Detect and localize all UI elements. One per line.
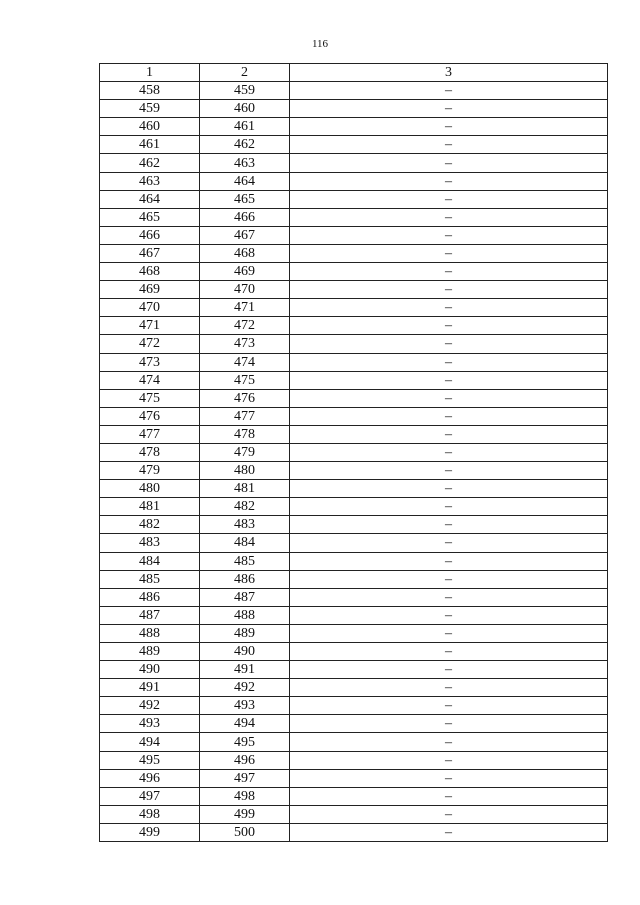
table-row — [100, 516, 608, 534]
data-table — [99, 63, 608, 842]
table-cell-col-1: 473 — [100, 353, 200, 371]
table-cell-col-1: 461 — [100, 136, 200, 154]
table-cell-col-2: 464 — [200, 172, 290, 190]
table-row — [100, 263, 608, 281]
table-row — [100, 552, 608, 570]
table-cell-col-1: 487 — [100, 606, 200, 624]
table-cell-col-2: 499 — [200, 805, 290, 823]
table-cell-col-1: 490 — [100, 661, 200, 679]
table-cell-col-3: – — [290, 661, 608, 679]
table-cell-col-1: 470 — [100, 299, 200, 317]
table-cell-col-1: 478 — [100, 443, 200, 461]
table-cell-col-1: 477 — [100, 425, 200, 443]
table-row — [100, 226, 608, 244]
table-row — [100, 570, 608, 588]
table-cell-col-1: 460 — [100, 118, 200, 136]
table-cell-col-2: 484 — [200, 534, 290, 552]
table-cell-col-2: 471 — [200, 299, 290, 317]
table-cell-col-1: 486 — [100, 588, 200, 606]
table-cell-col-2: 478 — [200, 425, 290, 443]
table-cell-col-3: – — [290, 679, 608, 697]
table-cell-col-3: – — [290, 805, 608, 823]
table-cell-col-2: 482 — [200, 498, 290, 516]
table-cell-col-2: 498 — [200, 787, 290, 805]
table-cell-col-1: 462 — [100, 154, 200, 172]
table-cell-col-3: – — [290, 516, 608, 534]
table-cell-col-2: 496 — [200, 751, 290, 769]
table-cell-col-3: – — [290, 606, 608, 624]
table-cell-col-3: – — [290, 733, 608, 751]
table-row — [100, 371, 608, 389]
table-cell-col-3: – — [290, 823, 608, 841]
table-cell-col-3: – — [290, 751, 608, 769]
table-cell-col-2: 493 — [200, 697, 290, 715]
table-cell-col-1: 467 — [100, 244, 200, 262]
table-cell-col-1: 496 — [100, 769, 200, 787]
table-cell-col-2: 487 — [200, 588, 290, 606]
table-cell-col-2: 490 — [200, 643, 290, 661]
table-cell-col-1: 483 — [100, 534, 200, 552]
column-header-3: 3 — [290, 64, 608, 82]
table-cell-col-1: 468 — [100, 263, 200, 281]
table-row — [100, 823, 608, 841]
table-cell-col-3: – — [290, 100, 608, 118]
table-cell-col-2: 480 — [200, 462, 290, 480]
table-cell-col-2: 472 — [200, 317, 290, 335]
table-cell-col-1: 481 — [100, 498, 200, 516]
table-body — [100, 82, 608, 842]
table-cell-col-2: 485 — [200, 552, 290, 570]
table-row — [100, 462, 608, 480]
table-cell-col-3: – — [290, 425, 608, 443]
table-row — [100, 136, 608, 154]
table-cell-col-2: 473 — [200, 335, 290, 353]
table-cell-col-3: – — [290, 172, 608, 190]
table-cell-col-1: 464 — [100, 190, 200, 208]
table-cell-col-2: 500 — [200, 823, 290, 841]
table-cell-col-1: 480 — [100, 480, 200, 498]
table-cell-col-1: 472 — [100, 335, 200, 353]
table-row — [100, 208, 608, 226]
table-cell-col-2: 476 — [200, 389, 290, 407]
table-cell-col-3: – — [290, 226, 608, 244]
table-cell-col-2: 460 — [200, 100, 290, 118]
table-cell-col-3: – — [290, 136, 608, 154]
table-cell-col-1: 489 — [100, 643, 200, 661]
table-row — [100, 281, 608, 299]
column-header-2: 2 — [200, 64, 290, 82]
table-cell-col-2: 483 — [200, 516, 290, 534]
table-cell-col-3: – — [290, 498, 608, 516]
table-cell-col-3: – — [290, 154, 608, 172]
table-cell-col-1: 494 — [100, 733, 200, 751]
table-cell-col-3: – — [290, 643, 608, 661]
table-header-row — [100, 64, 608, 82]
table-cell-col-2: 492 — [200, 679, 290, 697]
table-row — [100, 443, 608, 461]
table-cell-col-2: 491 — [200, 661, 290, 679]
table-cell-col-1: 469 — [100, 281, 200, 299]
table-row — [100, 661, 608, 679]
table-cell-col-2: 488 — [200, 606, 290, 624]
table-cell-col-1: 484 — [100, 552, 200, 570]
table-cell-col-1: 459 — [100, 100, 200, 118]
table-cell-col-2: 494 — [200, 715, 290, 733]
table-cell-col-1: 497 — [100, 787, 200, 805]
table-cell-col-2: 467 — [200, 226, 290, 244]
table-cell-col-2: 475 — [200, 371, 290, 389]
table-cell-col-3: – — [290, 371, 608, 389]
table-cell-col-1: 463 — [100, 172, 200, 190]
table-cell-col-2: 470 — [200, 281, 290, 299]
table-cell-col-3: – — [290, 335, 608, 353]
table-cell-col-2: 459 — [200, 82, 290, 100]
table-cell-col-2: 481 — [200, 480, 290, 498]
table-cell-col-3: – — [290, 407, 608, 425]
table-row — [100, 317, 608, 335]
table-cell-col-2: 461 — [200, 118, 290, 136]
table-row — [100, 715, 608, 733]
table-row — [100, 697, 608, 715]
table-cell-col-3: – — [290, 552, 608, 570]
table-row — [100, 82, 608, 100]
table-cell-col-3: – — [290, 208, 608, 226]
table-cell-col-1: 471 — [100, 317, 200, 335]
table-row — [100, 299, 608, 317]
table-cell-col-2: 469 — [200, 263, 290, 281]
table-cell-col-1: 458 — [100, 82, 200, 100]
table-cell-col-1: 474 — [100, 371, 200, 389]
table-cell-col-2: 477 — [200, 407, 290, 425]
table-cell-col-3: – — [290, 588, 608, 606]
table-cell-col-1: 475 — [100, 389, 200, 407]
table-row — [100, 100, 608, 118]
table-cell-col-3: – — [290, 317, 608, 335]
table-cell-col-2: 497 — [200, 769, 290, 787]
table-row — [100, 769, 608, 787]
table-row — [100, 407, 608, 425]
table-cell-col-1: 499 — [100, 823, 200, 841]
table-cell-col-2: 465 — [200, 190, 290, 208]
table-row — [100, 624, 608, 642]
table-cell-col-2: 462 — [200, 136, 290, 154]
table-cell-col-2: 479 — [200, 443, 290, 461]
table-cell-col-3: – — [290, 389, 608, 407]
table-cell-col-1: 493 — [100, 715, 200, 733]
table-row — [100, 805, 608, 823]
table-cell-col-1: 492 — [100, 697, 200, 715]
table-cell-col-3: – — [290, 244, 608, 262]
table-row — [100, 534, 608, 552]
table-cell-col-2: 466 — [200, 208, 290, 226]
table-cell-col-1: 479 — [100, 462, 200, 480]
table-cell-col-3: – — [290, 263, 608, 281]
table-cell-col-3: – — [290, 353, 608, 371]
table-cell-col-3: – — [290, 480, 608, 498]
table-cell-col-3: – — [290, 570, 608, 588]
table-row — [100, 606, 608, 624]
table-cell-col-3: – — [290, 787, 608, 805]
table-cell-col-1: 476 — [100, 407, 200, 425]
table-row — [100, 588, 608, 606]
table-cell-col-1: 491 — [100, 679, 200, 697]
table-cell-col-3: – — [290, 715, 608, 733]
table-cell-col-3: – — [290, 443, 608, 461]
table-cell-col-1: 466 — [100, 226, 200, 244]
table-row — [100, 498, 608, 516]
table-cell-col-2: 486 — [200, 570, 290, 588]
table-row — [100, 244, 608, 262]
table-cell-col-1: 465 — [100, 208, 200, 226]
table-cell-col-2: 495 — [200, 733, 290, 751]
table-row — [100, 679, 608, 697]
table-row — [100, 787, 608, 805]
table-row — [100, 425, 608, 443]
table-row — [100, 335, 608, 353]
table-cell-col-1: 482 — [100, 516, 200, 534]
table-cell-col-3: – — [290, 769, 608, 787]
table-row — [100, 118, 608, 136]
table-cell-col-1: 485 — [100, 570, 200, 588]
table-cell-col-3: – — [290, 118, 608, 136]
table-cell-col-2: 474 — [200, 353, 290, 371]
table-row — [100, 643, 608, 661]
table-cell-col-2: 468 — [200, 244, 290, 262]
table-cell-col-3: – — [290, 190, 608, 208]
table-cell-col-3: – — [290, 281, 608, 299]
table-row — [100, 389, 608, 407]
table-cell-col-1: 498 — [100, 805, 200, 823]
table-cell-col-3: – — [290, 82, 608, 100]
table-cell-col-3: – — [290, 624, 608, 642]
table-cell-col-3: – — [290, 697, 608, 715]
table-row — [100, 154, 608, 172]
table-cell-col-1: 488 — [100, 624, 200, 642]
column-header-1: 1 — [100, 64, 200, 82]
table-row — [100, 733, 608, 751]
table-cell-col-2: 463 — [200, 154, 290, 172]
table-cell-col-3: – — [290, 462, 608, 480]
table-row — [100, 751, 608, 769]
table-row — [100, 480, 608, 498]
table-row — [100, 172, 608, 190]
table-cell-col-1: 495 — [100, 751, 200, 769]
page-number: 116 — [311, 38, 329, 50]
table-row — [100, 353, 608, 371]
table-row — [100, 190, 608, 208]
table-cell-col-3: – — [290, 299, 608, 317]
table-cell-col-2: 489 — [200, 624, 290, 642]
table-cell-col-3: – — [290, 534, 608, 552]
